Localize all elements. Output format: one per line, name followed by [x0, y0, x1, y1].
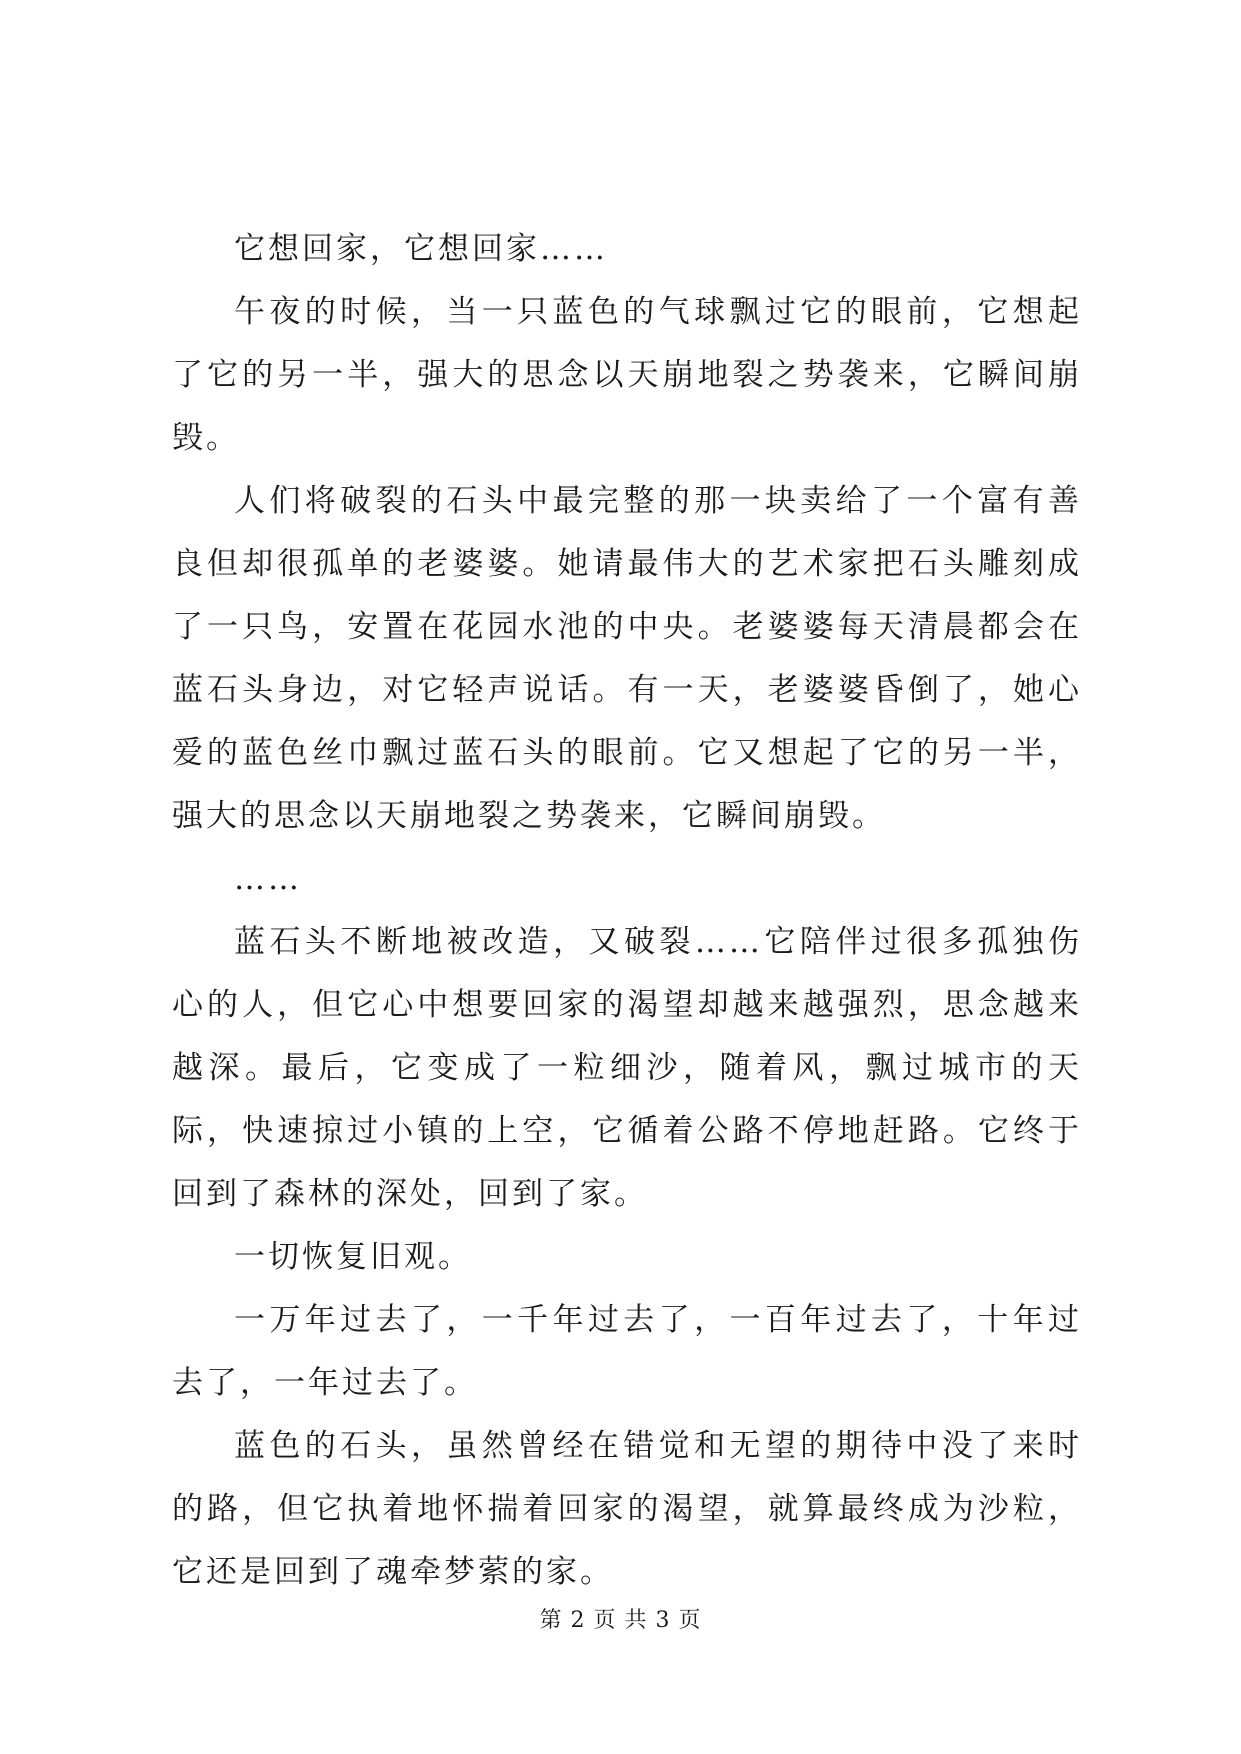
- document-body: [172, 218, 1082, 1604]
- paragraph-8: 蓝色的石头，虽然曾经在错觉和无望的期待中没了来时的路，但它执着地怀揣着回家的渴望，就算最终成为沙粒，它还是回到了魂牵梦萦的家。: [172, 1428, 1082, 1590]
- paragraph-5: 蓝石头不断地被改造，又破裂……它陪伴过很多孤独伤心的人，但它心中想要回家的渴望却越来越强烈，思念越来越深。最后，它变成了一粒细沙，随着风，飘过城市的天际，快速掠过小镇的上空，它循着公路不停地赶路。它终于回到了森林的深处，回到了家。: [172, 924, 1082, 1212]
- paragraph-2: 午夜的时候，当一只蓝色的气球飘过它的眼前，它想起了它的另一半，强大的思念以天崩地裂之势袭来，它瞬间崩毁。: [172, 294, 1082, 456]
- paragraph-ellipsis: ……: [234, 861, 302, 897]
- paragraph-3: 人们将破裂的石头中最完整的那一块卖给了一个富有善良但却很孤单的老婆婆。她请最伟大的艺术家把石头雕刻成了一只鸟，安置在花园水池的中央。老婆婆每天清晨都会在蓝石头身边，对它轻声说话。有一天，老婆婆昏倒了，她心爱的蓝色丝巾飘过蓝石头的眼前。它又想起了它的另一半，强大的思念以天崩地裂之势袭来，它瞬间崩毁。: [172, 483, 1082, 834]
- paragraph-7: 一万年过去了，一千年过去了，一百年过去了，十年过去了，一年过去了。: [172, 1302, 1082, 1401]
- paragraph-6: 一切恢复旧观。: [234, 1239, 472, 1275]
- paragraph-1: 它想回家，它想回家……: [234, 231, 608, 267]
- page-number-footer: 第 2 页 共 3 页: [539, 1608, 702, 1633]
